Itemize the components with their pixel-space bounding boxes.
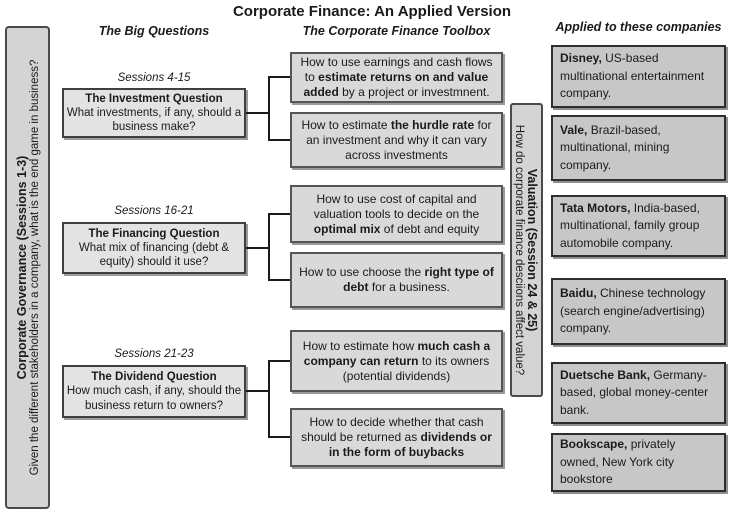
valuation-subtitle: How do corporate finance desciions affect value? — [513, 124, 526, 376]
toolbox-text-cash-return: How to estimate how much cash a company can return to its owners (potential dividends) — [302, 338, 491, 383]
corporate-governance-title: Corporate Governance (Sessions 1-3) — [14, 155, 29, 380]
toolbox-box-returns — [290, 52, 503, 103]
corporate-governance-bar-text — [7, 28, 48, 507]
investment-question-text: What investments, if any, should a business make? — [66, 106, 242, 133]
company-box-bookscape — [551, 433, 726, 492]
toolbox-box-optimal-mix — [290, 185, 503, 243]
financing-question-box — [62, 222, 246, 274]
company-box-duetsche-bank — [551, 362, 726, 424]
corporate-governance-bar — [5, 26, 50, 509]
connector-line — [268, 213, 290, 215]
connector-line — [268, 360, 290, 362]
sessions-label-financing: Sessions 16-21 — [114, 205, 194, 217]
toolbox-box-debt-type — [290, 252, 503, 308]
toolbox-text-debt-type: How to use choose the right type of debt for a business. — [299, 265, 494, 294]
connector-line — [268, 76, 290, 78]
valuation-bar — [510, 103, 543, 397]
toolbox-text-hurdle-rate: How to estimate the hurdle rate for an investment and why it can vary across investments — [301, 117, 492, 162]
company-box-tata-motors — [551, 195, 726, 257]
valuation-title: Valuation (Session 24 & 25) — [525, 168, 540, 332]
connector-line — [268, 279, 290, 281]
valuation-bar-text — [512, 105, 541, 395]
toolbox-text-optimal-mix: How to use cost of capital and valuation tools to decide on the optimal mix of debt and equity — [313, 191, 480, 236]
company-text-disney: Disney, US-based multinational entertainment company. — [560, 51, 705, 101]
connector-line — [268, 436, 290, 438]
toolbox-text-returns: How to use earnings and cash flows to estimate returns on and value added by a project or investmnent. — [300, 55, 493, 99]
sessions-label-investment: Sessions 4-15 — [117, 72, 191, 84]
companies-header: Applied to these companies — [555, 20, 722, 34]
connector-line — [268, 360, 270, 438]
company-box-vale — [551, 115, 726, 181]
big-questions-header: The Big Questions — [98, 24, 210, 38]
dividend-question-text: How much cash, if any, should the business return to owners? — [66, 385, 242, 412]
dividend-question-title: The Dividend Question — [91, 371, 217, 384]
company-text-vale: Vale, Brazil-based, multinational, mining company. — [560, 122, 670, 172]
connector-line — [268, 76, 270, 141]
connector-line — [246, 390, 268, 392]
page-title: Corporate Finance: An Applied Version — [232, 3, 512, 20]
toolbox-text-dividends-buybacks: How to decide whether that cash should be returned as dividends or in the form of buybacks — [301, 415, 492, 459]
dividend-question-box — [62, 365, 246, 418]
company-box-baidu — [551, 278, 726, 345]
company-box-disney — [551, 45, 726, 108]
investment-question-box — [62, 88, 246, 138]
financing-question-text: What mix of financing (debt & equity) should it use? — [78, 241, 230, 268]
financing-question-title: The Financing Question — [88, 227, 220, 240]
connector-line — [246, 112, 268, 114]
company-text-duetsche-bank: Duetsche Bank, Germany-based, global money-center bank. — [560, 367, 709, 417]
toolbox-box-hurdle-rate — [290, 112, 503, 168]
toolbox-box-dividends-buybacks — [290, 408, 503, 467]
company-text-tata-motors: Tata Motors, India-based, multinational, family group automobile company. — [560, 200, 700, 250]
connector-line — [268, 139, 290, 141]
connector-line — [268, 213, 270, 281]
toolbox-box-cash-return — [290, 330, 503, 392]
company-text-baidu: Baidu, Chinese technology (search engine/advertising) company. — [560, 286, 706, 336]
connector-line — [246, 247, 268, 249]
toolbox-header: The Corporate Finance Toolbox — [302, 24, 491, 38]
investment-question-title: The Investment Question — [85, 92, 223, 105]
corporate-governance-subtitle: Given the different stakeholders in a company, what is the end game in business? — [28, 59, 41, 476]
company-text-bookscape: Bookscape, privately owned, New York city bookstore — [560, 437, 676, 487]
sessions-label-dividend: Sessions 21-23 — [114, 348, 194, 360]
